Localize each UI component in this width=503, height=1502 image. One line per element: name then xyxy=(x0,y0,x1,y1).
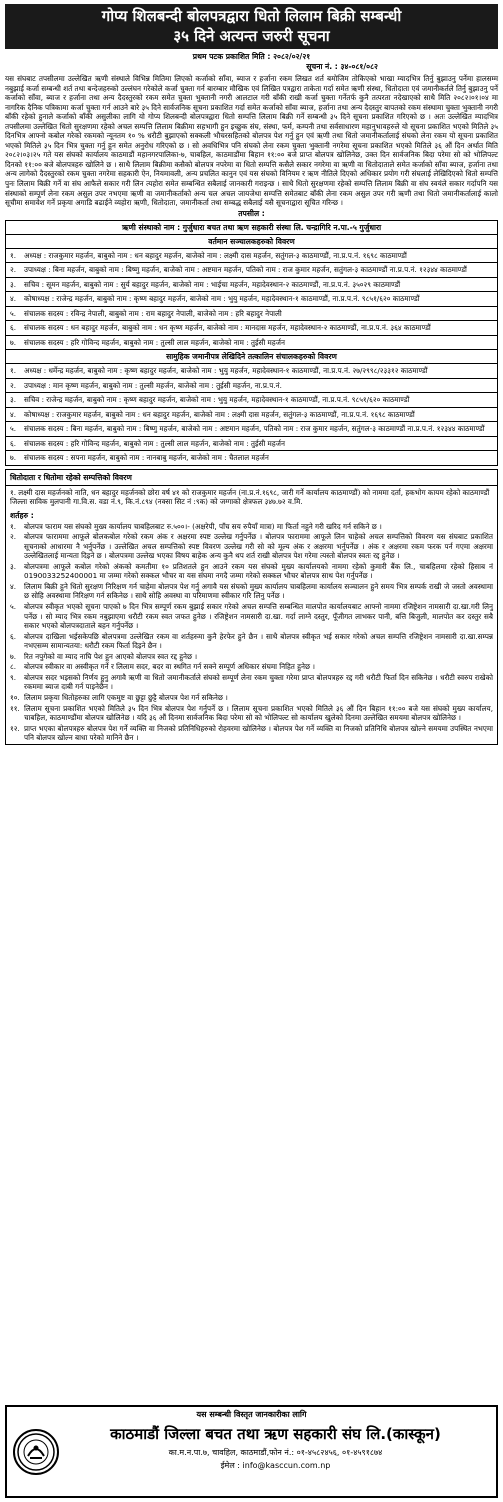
guarantor-board-row xyxy=(6,364,497,379)
guarantor-board-row-text: सचिव : राजेन्द्र महर्जन, बाबुको नाम : कृष्ण बहादुर महर्जन, बाजेको नाम : भुयु महर्जन, महादेवस्थान-१ काठमाण्डौं, ना.प्र.प.नं. ९८५१/६२० काठमाण्डौं xyxy=(24,395,410,405)
term-item xyxy=(6,704,497,724)
term-text: लिलाम सूचना प्रकाशित भएको मितिले ३५ दिन भित्र बोलपत्र पेश गर्नुपर्ने छ । लिलाम सूचना प्रकाशित भएको मितिले ३६ औं दिन बिहान ११:०० बजे यस संघको मुख्य कार्यालय, चाबहिल, काठमाण्डौंमा बोलपत्र खोलिनेछ । यदि ३६ औं दिनमा सार्वजनिक बिदा परेमा सो को भोलिपल्ट सो कार्यालय खुलेको दिनमा उल्लेखित समयमा बोलपत्र खोलिनेछ । xyxy=(24,703,493,723)
term-number: ४. xyxy=(10,581,17,591)
current-board-row-text: अध्यक्ष : राजकुमार महर्जन, बाबुको नाम : धन बहादुर महर्जन, बाजेको नाम : लक्ष्मी दास महर्जन, सतुंगल-३ काठमाण्डौं, ना.प्र.प.नं. १६९८ काठमाण्डौं xyxy=(24,250,407,260)
term-text: लिलाम प्रकृया धितोहरुका लागि एकमुष्ट वा छुट्टा छुट्टै बोलपत्र पेश गर्न सकिनेछ । xyxy=(24,692,228,702)
guarantor-board-row-number: २. xyxy=(10,380,17,390)
guarantor-board-row-number: ५. xyxy=(10,424,17,434)
current-board-row-text: उपाध्यक्ष : बिना महर्जन, बाबुको नाम : बिष्णु महर्जन, बाजेको नाम : अष्टमान महर्जन, पतिको नाम : राज कुमार महर्जन, सतुंगल-३ काठमाण्डौं ना.प्र.प.नं. १२३४४ काठमाण्डौं xyxy=(24,265,467,275)
guarantor-board-row-number: ७. xyxy=(10,453,17,463)
guarantor-board-row-number: ३. xyxy=(10,395,17,405)
guarantor-board-row-text: संचालक सदस्य : बिना महर्जन, बाबुको नाम : बिष्णु महर्जन, बाजेको नाम : अष्टमान महर्जन, पतिको नाम : राज कुमार महर्जन, सतुंगल-३ काठमाण्डौं ना.प्र.प.नं. १२३४४ काठमाण्डौं xyxy=(24,424,485,434)
publish-date: प्रथम पटक प्रकाशित मिति : २०८२/०२/२१ xyxy=(192,52,311,61)
guarantor-board-row-text: संचालक सदस्य : हरि गोविन्द महर्जन, बाबुको नाम : तुल्सी लाल महर्जन, बाजेको नाम : तुईसी महर्जन xyxy=(24,438,285,448)
footer-tagline xyxy=(7,1409,496,1420)
term-item xyxy=(6,673,497,693)
guarantor-board-heading: सामुहिक जमानीपत्र लेखिदिने तत्कालिन संचालकहरुको विवरण xyxy=(6,349,497,364)
guarantor-board-row xyxy=(6,379,497,394)
current-board-row xyxy=(6,307,497,322)
current-board-row-number: ३. xyxy=(10,279,17,289)
term-item xyxy=(6,582,497,602)
footer-tagline-text: यस सम्बन्धी विस्तृत जानकारीका लागि xyxy=(196,1410,307,1419)
guarantor-board-row-text: कोषाध्यक्ष : राजकुमार महर्जन, बाबुको नाम : धन बहादुर महर्जन, बाजेको नाम : लक्ष्मी दास महर्जन, सतुंगल-३ काठमाण्डौं, ना.प्र.प.नं. १६९८ काठमाण्डौं xyxy=(24,409,415,419)
guarantor-board-row-text: उपाध्यक्ष : मान कृष्ण महर्जन, बाबुको नाम : तुल्सी महर्जन, बाजेको नाम : तुईसी महर्जन, ना.प्र.प.नं. xyxy=(24,380,282,390)
term-text: लिलाम बिक्री हुने धितो सुरक्षण निरिक्षण गर्न चाहेमा बोलपत्र पेश गर्नु अगावै यस संघको मुख्य कार्यालय चाबहिलमा कार्यालय सञ्चालन हुने समय भित्र सम्पर्क राखी जे जस्तो अवस्थामा छ सोहि अवस्थामा निरिक्षण गर्न सकिनेछ । साथै सोहि अवस्था वा परिमाणमा स्वीकार गरि लिनु पर्नेछ । xyxy=(24,581,493,601)
term-number: ३. xyxy=(10,561,17,571)
term-item xyxy=(6,662,497,673)
property-details: १. लक्ष्मी दास महर्जनको नाति, धन बहादुर महर्जनको छोरा वर्ष ४१ को राजकुमार महर्जन (ना.प्र.नं.१६९८, जारी गर्ने कार्यालय काठमाण्डौं) को नाममा दर्ता, हकभोग कायम रहेको काठमाण्डौं जिल्ला साविक मुलपानी गा.वि.स. वडा नं.९, कि.नं.८९४ (नक्सा सिट नं :९क) को जग्गाको क्षेत्रफल ३४७.७२ व.मि. xyxy=(10,487,490,507)
current-board-row-text: संचालक सदस्य : हरि गोविन्द महर्जन, बाबुको नाम : तुल्सी लाल महर्जन, बाजेको नाम : तुईसी महर्जन xyxy=(24,337,285,347)
notice-title-line2: ३५ दिने अत्यन्त जरुरी सूचना xyxy=(173,27,330,45)
term-number: ८. xyxy=(10,662,17,672)
current-board-row xyxy=(6,336,497,350)
term-number: ११. xyxy=(10,703,20,713)
term-item xyxy=(6,632,497,652)
term-number: ७. xyxy=(10,651,17,661)
current-board-row-number: ५. xyxy=(10,308,17,318)
guarantor-board-row xyxy=(6,408,497,423)
notice-title-line1: गोप्य शिलबन्दी बोलपत्रद्वारा धितो लिलाम बिक्री सम्बन्धी xyxy=(101,7,402,25)
term-text: बोलपत्र फाराम यस संघको मुख्य कार्यालय चाबहिलबाट रु.५००।- (अक्षरेपी, पाँच सय रुपैयाँ मात्रा) मा फिर्ता नहुने गरी खरिद गर्न सकिने छ । xyxy=(24,521,382,531)
current-board-row xyxy=(6,292,497,307)
current-board-row xyxy=(6,321,497,336)
property-heading: धितोदाता र धितोमा रहेको सम्पत्तिको विवरण xyxy=(6,470,497,486)
term-text: बोलपत्र दाखिला भईसकेपछि बोलपत्रमा उल्लेखित रकम वा शर्तहरुमा कुनै हेरफेर हुने छैन । साथै बोलपत्र स्वीकृत भई सकार गरेको अचल सम्पत्ति रजिष्ट्रेशन नामसारी दा.खा.सम्पन्न नभएसम्म सामान्यतया: धरौटी रकम फिर्ता दिइने छैन । xyxy=(24,631,493,651)
current-board-row xyxy=(6,263,497,278)
current-board-row-text: सचिव : सूमन महर्जन, बाबुको नाम : सुर्य बहादुर महर्जन, बाजेको नाम : भाईचा महर्जन, महादेवस्थान-२ काठमाण्डौं, ना.प्र.प.नं. ३५०२९ काठमाण्डौं xyxy=(24,279,401,289)
borrower-name: ऋणी संस्थाको नाम : गुर्जुधारा बचत तथा ऋण सहकारी संस्था लि. चन्द्रागिरि न.पा.-५ गुर्जुधारा xyxy=(6,221,497,235)
term-number: १२. xyxy=(10,723,20,733)
guarantor-board-row xyxy=(6,437,497,452)
term-item xyxy=(6,693,497,704)
term-text: बोलपत्र सदर भइसको निर्णय हुनु अगावै ऋणी वा धितो जमानीकर्ताले संघको सम्पूर्ण लेना रकम चुक्ता गरेमा प्राप्त बोलपत्रहरु रद्द गरी धरौटी फिर्ता दिन सकिनेछ । धरौटी स्वरुप राखेको रकममा ब्याज दाबी गर्न पाइनेछैन । xyxy=(24,672,493,692)
guarantor-board-row-number: १. xyxy=(10,366,17,376)
term-number: ९. xyxy=(10,672,17,682)
current-board-row-text: कोषाध्यक्ष : राजेन्द्र महर्जन, बाबुको नाम : कृष्ण बहादुर महर्जन, बाजेको नाम : भुयु महर्जन, महादेवस्थान-१ काठमाण्डौं, ना.प्र.प.नं. ९८५१/६२० काठमाण्डौं xyxy=(24,294,420,304)
term-text: बोलपत्र फाराममा आफूले बोलकबोल गरेको रकम अंक र अक्षरमा स्पष्ट उल्लेख गर्नुपर्नेछ । बोलपत्र फाराममा आफूले लिन चाहेको अचल सम्पत्तिको विवरण यस संघबाट प्रकाशित सूचनाको आधारमा नै भर्नुपर्नेछ । उल्लेखित अचल सम्पत्तिको स्पष्ट विवरण उल्लेख गरी सो को मूल्य अंक र अक्षरमा भर्नुपर्नेछ । अंक र अक्षरमा रकम फरक पर्न गएमा अक्षरमा उल्लेखितलाई मान्यता दिइने छ । बोलपत्रमा उल्लेख भएका विषय बाहेक अन्य कुनै थप शर्त राखी बोलपत्र पेश गरेमा त्यस्तो बोलपत्र स्वतः रद्द हुनेछ । xyxy=(24,532,493,561)
borrower-box xyxy=(5,220,498,466)
term-item xyxy=(6,562,497,582)
term-item xyxy=(6,602,497,632)
term-text: बोलपत्रमा आफूले कबोल गरेको अंकको कमतीमा १० प्रतिशतले हुन आउने रकम यस संघको मुख्य कार्यालयको नाममा रहेको कुमारी बैंक लि., चाबहिलमा रहेको हिसाब नं 0190033252400001 मा जम्मा गरेको सक्कल भौचर वा यस संघमा नगदै जम्मा गरेको सक्कल भौचर बोलपत्र साथ पेश गर्नुपर्नेछ । xyxy=(24,561,493,581)
publication-info xyxy=(5,52,498,72)
tapsil-label: तपसील : xyxy=(238,208,265,218)
term-item xyxy=(6,652,497,663)
guarantor-board-row-number: ४. xyxy=(10,409,17,419)
current-board-row-number: ७. xyxy=(10,337,17,347)
term-text: बोलपत्र स्वीकार वा अस्वीकृत गर्ने र लिलाम सदर, बदर वा स्थगित गर्न सक्ने सम्पूर्ण अधिकार संघमा निहित हुनेछ । xyxy=(24,662,316,672)
term-text: बोलपत्र स्वीकृत भएको सूचना पाएको ७ दिन भित्र सम्पूर्ण रकम बुझाई सकार गरेको अचल सम्पत्ति सम्बन्धित मालपोत कार्यालयबाट आफ्नो नाममा रजिष्ट्रेशन नामसारी दा.खा.गरी लिनु पर्नेछ । सो म्याद भित्र रकम नबुझाएमा धरौटी रकम स्वत जफत हुनेछ । रजिष्ट्रेशन नामसारी दा.खा. गर्दा लाग्ने दस्तुर, पूँजीगत लाभकर पानी, बत्ति बिजुली, मालपोत कर दस्तुर सबै सकार भएको बोलपत्रदाताले बहन गर्नुपर्नेछ । xyxy=(24,602,493,631)
current-board-heading: वर्तमान सञ्चालकहरुको विवरण xyxy=(6,235,497,249)
property-box xyxy=(5,469,498,745)
term-text: प्राप्त भएका बोलपत्रहरु बोलपत्र पेश गर्ने व्यक्ति वा निजको प्रतिनिधिहरुको रोहवरमा खोलिनेछ । बोलपत्र पेश गर्ने व्यक्ति वा निजको प्रतिनिधि बोलपत्र खोल्ने समयमा उपस्थित नभएमा पनि बोलपत्र खोल्न बाधा परेको मानिने छैन । xyxy=(24,723,493,743)
footer-org-name: काठमाडौं जिल्ला बचत तथा ऋण सहकारी संघ लि.(कास्कून) xyxy=(110,1425,441,1443)
term-item xyxy=(6,532,497,562)
term-number: २. xyxy=(10,532,17,542)
term-item xyxy=(6,522,497,533)
current-board-row-text: संचालक सदस्य : रविन्द्र नेपाली, बाबुको नाम : राम बहादुर नेपाली, बाजेको नाम : हरि बहादुर नेपाली xyxy=(24,308,282,318)
footer-address: का.म.न.पा.७, चावहिल, काठमाडौं,फोन नं.: ०१-४५८२४५६, ०१-४५९१८७४ xyxy=(168,1448,383,1457)
guarantor-board-row-text: अध्यक्ष : धर्मेन्द्र महर्जन, बाबुको नाम : कृष्ण बहादुर महर्जन, बाजेको नाम : भुयु महर्जन, महादेवस्थान-१ काठमाण्डौं, ना.प्र.प.नं. २७/२९९८/२३३१२ काठमाण्डौं xyxy=(24,366,428,376)
notice-number: सूचना नं. : ३४-०८१/०८२ xyxy=(306,62,378,71)
footer-box xyxy=(5,1405,498,1498)
guarantor-board-row xyxy=(6,451,497,465)
term-number: ६. xyxy=(10,631,17,641)
current-board-row-number: १. xyxy=(10,250,17,260)
current-board-row-number: २. xyxy=(10,265,17,275)
cooperative-logo-icon xyxy=(13,1429,59,1475)
term-number: १. xyxy=(10,521,17,531)
footer-email: ईमेल : info@kasccun.com.np xyxy=(220,1461,331,1470)
term-number: १०. xyxy=(10,692,20,702)
current-board-row xyxy=(6,278,497,293)
guarantor-board-row-text: संचालक सदस्य : सपना महर्जन, बाबुको नाम : नानबाबु महर्जन, बाजेको नाम : चैतलाल महर्जन xyxy=(24,453,269,463)
intro-paragraph: यस संघबाट तपसीलमा उल्लेखित ऋणी संस्थाले विभिन्न मितिमा लिएको कर्जाको साँवा, ब्याज र हर्जाना रकम लिखत शर्त बमोजिम तोकिएको भाखा म्यादभित्र तिर्नु बुझाउनु पर्नेमा हालसम्म नबुझाई कर्जा सम्बन्धी शर्त तथा बन्देजहरुको उल्लंघन गरेकोले कर्जा चुक्ता गर्न बारम्बार मौखिक एवं लिखित पत्रद्वारा ताकेता गर्दा समेत ऋणी संस्था, धितोदाता एवं जमानीकर्तले तिर्नु बुझाउनु पर्ने कर्जाको साँवा, ब्याज र हर्जाना तथा अन्य दैदस्तुरको रकम समेत चुक्ता भुक्तानी नगरी आलटाल गरी बाँकी राखी कर्जा चुक्ता गर्नेतर्फ कुनै तत्परता नदेखाएको साथै मिति २०८२।०१।०४ मा नागरिक दैनिक पत्रिकामा कर्जा चुक्ता गर्न आउने बारे ३५ दिने सार्वजनिक सूचना प्रकाशित गर्दा समेत कर्जाको साँवा ब्याज, हर्जाना तथा अन्य दैदस्तुर बापतको रकम संस्थामा चुक्ता भुक्तानी नगरी बाँकी रहेको हुनाले कर्जाको बाँकी असुलीका लागि यो गोप्य शिलबन्दी बोलपत्रद्वारा धितो सम्पत्ति लिलाम बिक्री गर्ने सम्बन्धी ३५ दिने सूचना प्रकाशित गरिएको छ । अतः उल्लेखित म्यादभित्र तपसीलमा उल्लेखित धितो सुरक्षणमा रहेको अचल सम्पत्ति लिलाम बिक्रीमा सहभागी हुन इच्छुक संघ, संस्था, फर्म, कम्पनी तथा सर्वसाधारण महानुभावहरुले यो सूचना प्रकाशित भएको मितिले ३५ दिनभित्र आफ्नो कबोल गरेको रकमको न्यूनतम १० % धरौटी बुझाएको सक्कली भौचरसहितको बोलपत्र पेश गर्नु हुन एवं ऋणी तथा धितो जमानीकर्तालाई संघको लेना रकम यो सूचना प्रकाशित भएको मितिले ३५ दिन भित्र चुक्ता गर्नु हुन समेत अनुरोध गरिएको छ । सो अवधिभित्र पनि संघको लेना रकम चुक्ता भुक्तानी नगरेमा सूचना प्रकाशित भएको मितिले ३६ औं दिन अर्थात मिति २०८२।०३।२५ गते यस संघको कार्यालय काठमाडौं महानगरपालिका-७, चाबहिल, काठमाडौंमा बिहान ११:०० बजे प्राप्त बोलपत्र खोलिनेछ, उक्त दिन सार्वजनिक बिदा परेमा सो को भोलिपल्ट दिनको ११:०० बजे बोलपत्रहरु खोलिने छ । साथै लिलाम बिक्रीमा कसैको बोलपत्र नपरेमा वा धितो सम्पत्ति कसैले सकार नगरेमा वा ऋणी वा धितोदाताले समेत कर्जाको साँवा ब्याज, हर्जाना तथा अन्य लागेको दैदस्तुरको रकम चुक्ता नगरेमा सहकारी ऐन, नियमावली, अन्य प्रचलित कानुन एवं यस संघको विनियम र ऋण नीतिले दिएको अधिकार प्रयोग गरी संघलाई लेखिदिएको धितो सम्पत्ति पुनः लिलाम बिक्री गर्ने वा संघ आफैले सकार गरी लिन त्यहोरा समेत सम्बन्धित सबैलाई जानकारी गराइन्छ । साथै धितो सुरक्षणमा रहेको सम्पत्ति लिलाम बिक्री वा संघ स्वयंले सकार गर्दापनि यस संस्थाको सम्पूर्ण लेना रकम असुल उपर नभएमा ऋणी वा जमानीकर्ताको अन्य चल अचल जायजेथा सम्पत्ति समेतबाट बाँकी लेना रकम असुल उपर गरी ऋणी तथा धितो जमानीकर्तालाई कालो सूचीमा समावेश गर्ने प्रकृया अगाडि बढाईने व्यहोरा ऋणी, धितोदाता, जमानीकर्ता तथा सम्बद्ध सबैलाई यसै सूचनाद्वारा सूचित गरिन्छ । xyxy=(5,74,498,208)
term-text: रित नपुगेको वा म्याद नाघि पेश हुन आएको बोलपत्र स्वत रद्द हुनेछ । xyxy=(24,651,198,661)
guarantor-board-row xyxy=(6,393,497,408)
notice-title-bar xyxy=(5,4,498,49)
terms-heading: शर्तहरु : xyxy=(10,510,34,520)
guarantor-board-row xyxy=(6,422,497,437)
current-board-row-text: संचालक सदस्य : धन बहादुर महर्जन, बाबुको नाम : धन कृष्ण महर्जन, बाजेको नाम : मानदास महर्जन, महादेवस्थान-२ काठमाण्डौं, ना.प्र.प.नं. ३६४ काठमाण्डौं xyxy=(24,323,431,333)
current-board-row-number: ४. xyxy=(10,294,17,304)
current-board-row xyxy=(6,249,497,264)
term-number: ५. xyxy=(10,602,17,612)
guarantor-board-row-number: ६. xyxy=(10,438,17,448)
term-item xyxy=(6,724,497,744)
current-board-row-number: ६. xyxy=(10,323,17,333)
terms-list xyxy=(6,522,497,744)
